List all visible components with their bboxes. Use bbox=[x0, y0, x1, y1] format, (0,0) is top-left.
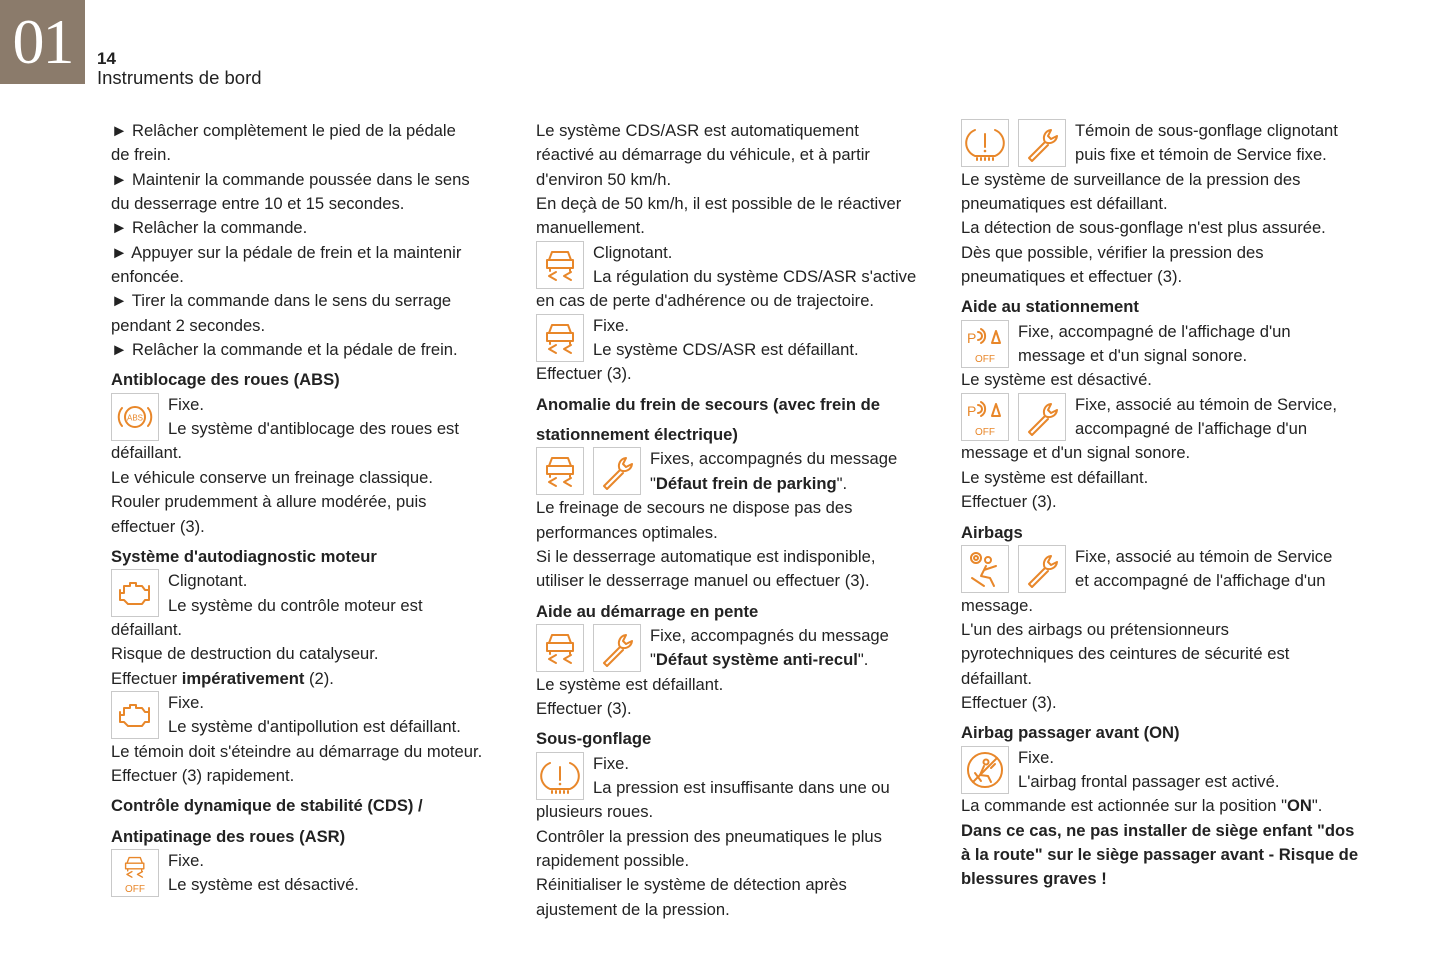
passenger-airbag-on-icon bbox=[961, 746, 1009, 794]
warning-lamp-entry bbox=[111, 849, 531, 898]
text-segment: ". bbox=[836, 473, 848, 493]
column-3 bbox=[961, 119, 1381, 892]
text-line: effectuer (3). bbox=[111, 516, 205, 536]
text-line: plusieurs roues. bbox=[536, 802, 654, 822]
text-line: puis fixe et témoin de Service fixe. bbox=[1075, 145, 1327, 165]
warning-lamp-entry bbox=[536, 241, 956, 290]
svg-text:OFF: OFF bbox=[125, 883, 145, 894]
text-line: Le système CDS/ASR est automatiquement bbox=[536, 121, 859, 140]
text-line: d'environ 50 km/h. bbox=[536, 169, 672, 189]
text-line: pyrotechniques des ceintures de sécurité est bbox=[961, 644, 1290, 664]
esp-off-icon bbox=[111, 849, 159, 897]
text-line: L'airbag frontal passager est activé. bbox=[1018, 771, 1280, 791]
text-line bbox=[961, 794, 1381, 818]
text-line: utiliser le desserrage manuel ou effectuer (3). bbox=[536, 571, 870, 591]
warning-lamp-icons bbox=[961, 545, 1066, 594]
chapter-tab: 01 bbox=[0, 0, 85, 84]
text-line: Fixes, accompagnés du message bbox=[650, 449, 898, 469]
warning-lamp-icons bbox=[536, 314, 584, 363]
warning-lamp-entry bbox=[536, 624, 956, 673]
text-line: de frein. bbox=[111, 145, 171, 165]
text-line: message. bbox=[961, 595, 1033, 615]
text-line: rapidement possible. bbox=[536, 850, 690, 870]
text-line: Le système CDS/ASR est défaillant. bbox=[593, 340, 859, 360]
warning-lamp-icons bbox=[536, 624, 641, 673]
warning-lamp-entry bbox=[961, 393, 1381, 442]
section-heading: stationnement électrique) bbox=[536, 425, 738, 445]
text-segment: La commande est actionnée sur la position " bbox=[961, 796, 1287, 816]
text-line: Si le desserrage automatique est indisponible, bbox=[536, 546, 876, 566]
warning-lamp-entry bbox=[961, 545, 1381, 594]
text-line: Le système est défaillant. bbox=[961, 467, 1149, 487]
text-line bbox=[961, 867, 1381, 891]
text-line: Dès que possible, vérifier la pression des bbox=[961, 242, 1264, 262]
section-heading: Aide au démarrage en pente bbox=[536, 601, 759, 621]
text-line: L'un des airbags ou prétensionneurs bbox=[961, 619, 1229, 639]
text-line: Le système est défaillant. bbox=[536, 674, 724, 694]
lamp-description bbox=[1075, 393, 1337, 442]
warning-lamp-entry bbox=[111, 569, 531, 618]
text-line: Le véhicule conserve un freinage classique. bbox=[111, 467, 433, 487]
lamp-description bbox=[593, 314, 859, 363]
text-line: performances optimales. bbox=[536, 522, 718, 542]
tire-pressure-icon bbox=[961, 119, 1009, 167]
page-number: 14 bbox=[97, 49, 116, 68]
warning-lamp-entry bbox=[111, 691, 531, 740]
lamp-description bbox=[168, 393, 459, 442]
column-2 bbox=[536, 119, 956, 922]
text-line: Fixe. bbox=[168, 692, 204, 712]
text-line: Fixe. bbox=[593, 753, 629, 773]
text-segment: " bbox=[650, 473, 656, 493]
esp-icon bbox=[536, 314, 584, 362]
lamp-description bbox=[650, 624, 889, 673]
section-heading: Système d'autodiagnostic moteur bbox=[111, 546, 377, 566]
text-line: Le système est désactivé. bbox=[168, 875, 359, 895]
bold-text: ON bbox=[1286, 796, 1312, 816]
text-line: La régulation du système CDS/ASR s'active bbox=[593, 267, 917, 287]
text-line: ► Maintenir la commande poussée dans le sens bbox=[111, 169, 470, 189]
text-line: Fixe, accompagnés du message bbox=[650, 625, 889, 645]
warning-lamp-icons bbox=[536, 241, 584, 290]
text-line: pendant 2 secondes. bbox=[111, 315, 266, 335]
lamp-description bbox=[1018, 320, 1291, 369]
svg-text:OFF: OFF bbox=[975, 353, 995, 365]
bold-text: Défaut système anti-recul bbox=[655, 650, 858, 670]
lamp-description bbox=[168, 569, 423, 618]
engine-icon bbox=[111, 691, 159, 739]
text-line: ► Relâcher la commande. bbox=[111, 218, 308, 238]
bold-text: Dans ce cas, ne pas installer de siège enfant "dos bbox=[961, 820, 1355, 840]
text-line: ► Relâcher complètement le pied de la pédale bbox=[111, 121, 456, 140]
text-line: Le système de surveillance de la pression des bbox=[961, 169, 1301, 189]
text-segment: Effectuer bbox=[111, 668, 182, 688]
svg-text:ABS: ABS bbox=[126, 413, 144, 423]
section-heading: Anomalie du frein de secours (avec frein de bbox=[536, 394, 880, 414]
text-line: Le freinage de secours ne dispose pas des bbox=[536, 498, 853, 518]
text-line bbox=[650, 648, 889, 672]
warning-lamp-entry bbox=[536, 752, 956, 801]
text-segment: ". bbox=[857, 650, 869, 670]
text-line: du desserrage entre 10 et 15 secondes. bbox=[111, 194, 405, 214]
text-line: défaillant. bbox=[111, 443, 183, 463]
warning-lamp-entry bbox=[536, 314, 956, 363]
warning-lamp-entry bbox=[536, 447, 956, 496]
text-line bbox=[961, 819, 1381, 843]
warning-lamp-entry bbox=[961, 746, 1381, 795]
lamp-description bbox=[593, 241, 916, 290]
column-1 bbox=[111, 119, 531, 898]
text-line: Fixe. bbox=[1018, 747, 1054, 767]
text-line: ► Appuyer sur la pédale de frein et la maintenir bbox=[111, 242, 462, 262]
warning-lamp-entry bbox=[961, 320, 1381, 369]
park-assist-off-icon bbox=[961, 393, 1009, 441]
warning-lamp-icons bbox=[961, 393, 1066, 442]
text-line: Rouler prudemment à allure modérée, puis bbox=[111, 492, 427, 512]
text-line: et accompagné de l'affichage d'un bbox=[1075, 571, 1326, 591]
wrench-icon bbox=[1018, 545, 1066, 593]
text-line: message et d'un signal sonore. bbox=[961, 443, 1191, 463]
warning-lamp-entry bbox=[961, 119, 1381, 168]
text-line: Témoin de sous-gonflage clignotant bbox=[1075, 121, 1338, 140]
text-segment: " bbox=[650, 650, 656, 670]
section-heading: Aide au stationnement bbox=[961, 297, 1139, 317]
esp-icon bbox=[536, 241, 584, 289]
text-line: Le système du contrôle moteur est bbox=[168, 595, 423, 615]
text-line: Fixe, associé au témoin de Service, bbox=[1075, 394, 1337, 414]
text-line: Risque de destruction du catalyseur. bbox=[111, 644, 379, 664]
abs-icon bbox=[111, 393, 159, 441]
lamp-description bbox=[1018, 746, 1279, 795]
wrench-icon bbox=[593, 447, 641, 495]
text-line: ► Relâcher la commande et la pédale de frein. bbox=[111, 340, 458, 360]
warning-lamp-entry bbox=[111, 393, 531, 442]
text-line: Clignotant. bbox=[593, 242, 673, 262]
wrench-icon bbox=[1018, 393, 1066, 441]
warning-lamp-icons bbox=[111, 569, 159, 618]
text-line: Fixe. bbox=[593, 315, 629, 335]
text-line: réactivé au démarrage du véhicule, et à partir bbox=[536, 145, 870, 165]
text-line: Fixe, accompagné de l'affichage d'un bbox=[1018, 321, 1291, 341]
bold-text: blessures graves ! bbox=[961, 869, 1107, 889]
section-heading: Sous-gonflage bbox=[536, 729, 652, 749]
text-line: en cas de perte d'adhérence ou de trajectoire. bbox=[536, 291, 875, 311]
text-line: Contrôler la pression des pneumatiques le plus bbox=[536, 826, 882, 846]
bold-text: à la route" sur le siège passager avant - Risque de bbox=[961, 844, 1359, 864]
airbag-icon bbox=[961, 545, 1009, 593]
text-line: Fixe, associé au témoin de Service bbox=[1075, 546, 1333, 566]
section-heading: Airbags bbox=[961, 522, 1023, 542]
section-heading: Airbag passager avant (ON) bbox=[961, 723, 1180, 743]
lamp-description bbox=[168, 849, 359, 898]
park-assist-off-icon bbox=[961, 320, 1009, 368]
text-segment: ". bbox=[1311, 796, 1323, 816]
text-segment: (2). bbox=[304, 668, 334, 688]
lamp-description bbox=[593, 752, 890, 801]
bold-text: Défaut frein de parking bbox=[655, 473, 837, 493]
text-line: En deçà de 50 km/h, il est possible de le réactiver bbox=[536, 194, 902, 214]
text-line: Le système d'antiblocage des roues est bbox=[168, 419, 459, 439]
text-line: Le témoin doit s'éteindre au démarrage du moteur. bbox=[111, 741, 483, 761]
text-line: Fixe. bbox=[168, 394, 204, 414]
text-line: défaillant. bbox=[111, 619, 183, 639]
lamp-description bbox=[650, 447, 897, 496]
svg-text:OFF: OFF bbox=[975, 426, 995, 438]
text-line: manuellement. bbox=[536, 218, 645, 238]
warning-lamp-icons bbox=[961, 119, 1066, 168]
wrench-icon bbox=[593, 624, 641, 672]
warning-lamp-icons bbox=[961, 320, 1009, 369]
text-line: La détection de sous-gonflage n'est plus assurée. bbox=[961, 218, 1326, 238]
text-line: message et d'un signal sonore. bbox=[1018, 346, 1248, 366]
text-line: Effectuer (3). bbox=[536, 364, 632, 384]
text-line: ► Tirer la commande dans le sens du serrage bbox=[111, 291, 452, 311]
text-line: pneumatiques est défaillant. bbox=[961, 194, 1168, 214]
esp-icon bbox=[536, 624, 584, 672]
text-line: Le système est désactivé. bbox=[961, 370, 1152, 390]
tire-pressure-icon bbox=[536, 752, 584, 800]
engine-icon bbox=[111, 569, 159, 617]
text-line bbox=[650, 472, 897, 496]
text-line: pneumatiques et effectuer (3). bbox=[961, 267, 1183, 287]
text-line: enfoncée. bbox=[111, 267, 184, 287]
lamp-description bbox=[1075, 119, 1338, 168]
text-line: Réinitialiser le système de détection après bbox=[536, 875, 847, 895]
text-line: Le système d'antipollution est défaillant. bbox=[168, 717, 461, 737]
warning-lamp-icons bbox=[536, 447, 641, 496]
warning-lamp-icons bbox=[111, 691, 159, 740]
text-line: Effectuer (3) rapidement. bbox=[111, 765, 295, 785]
text-line: Effectuer (3). bbox=[961, 492, 1057, 512]
text-line: Fixe. bbox=[168, 850, 204, 870]
warning-lamp-icons bbox=[536, 752, 584, 801]
esp-icon bbox=[536, 447, 584, 495]
text-line: Effectuer (3). bbox=[536, 698, 632, 718]
svg-text:P: P bbox=[967, 329, 977, 346]
text-line: Effectuer (3). bbox=[961, 692, 1057, 712]
bold-text: impérativement bbox=[181, 668, 305, 688]
text-line: La pression est insuffisante dans une ou bbox=[593, 777, 890, 797]
lamp-description bbox=[168, 691, 461, 740]
text-line: défaillant. bbox=[961, 668, 1033, 688]
text-line: ajustement de la pression. bbox=[536, 899, 730, 919]
section-heading: Contrôle dynamique de stabilité (CDS) / bbox=[111, 796, 423, 816]
warning-lamp-icons bbox=[111, 393, 159, 442]
text-line bbox=[961, 843, 1381, 867]
wrench-icon bbox=[1018, 119, 1066, 167]
warning-lamp-icons bbox=[111, 849, 159, 898]
lamp-description bbox=[1075, 545, 1332, 594]
section-title: Instruments de bord bbox=[97, 67, 262, 88]
warning-lamp-icons bbox=[961, 746, 1009, 795]
svg-text:P: P bbox=[967, 402, 977, 419]
text-line bbox=[111, 667, 531, 691]
text-line: accompagné de l'affichage d'un bbox=[1075, 419, 1308, 439]
text-line: Clignotant. bbox=[168, 571, 248, 591]
section-heading: Antiblocage des roues (ABS) bbox=[111, 370, 340, 390]
section-heading: Antipatinage des roues (ASR) bbox=[111, 826, 346, 846]
